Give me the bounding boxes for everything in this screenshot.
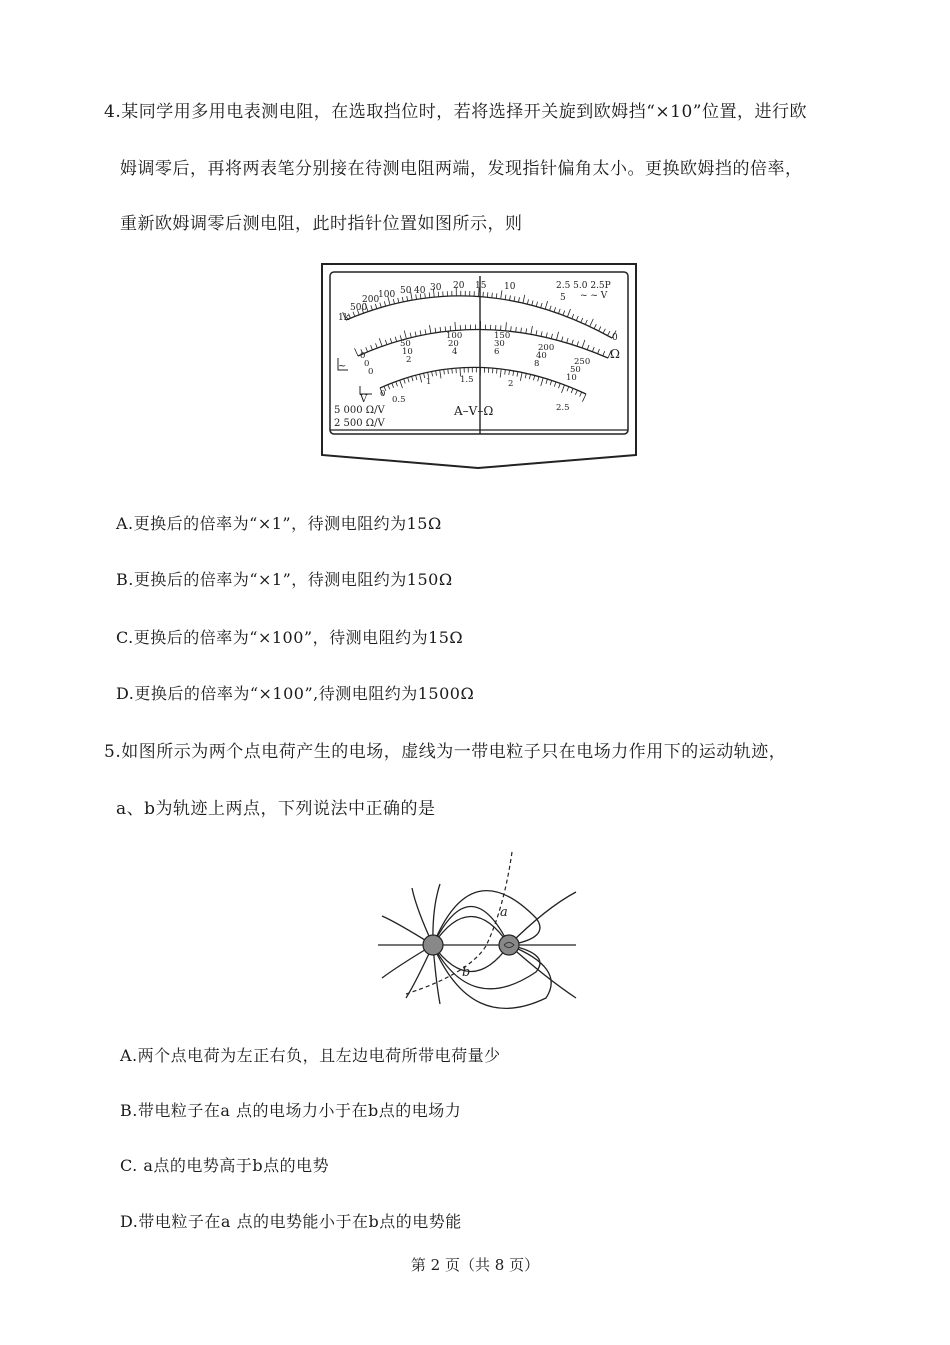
mid-scale-a-label: 200 [538,343,555,353]
mid-scale-a-label: 50 [400,339,411,349]
sensitivity-line-2: 2 500 Ω/V [334,418,385,429]
low-scale-label: 1.5 [460,375,474,385]
q5-stem-line-2: a、b为轨迹上两点，下列说法中正确的是 [116,799,436,819]
q4-stem-line-3: 重新欧姆调零后测电阻，此时指针位置如图所示，则 [120,214,523,234]
mid-scale-a-label: 0 [360,351,366,361]
mid-scale-c-label: 10 [566,373,577,383]
q4-stem-line-1: 4.某同学用多用电表测电阻，在选取挡位时，若将选择开关旋到欧姆挡“×10”位置，进行欧 [104,102,807,122]
mid-scale-b-label: 30 [494,339,505,349]
q4-option-d[interactable]: D.更换后的倍率为“×100”,待测电阻约为1500Ω [116,684,475,703]
left-charge [423,935,443,955]
top-scale-label: 200 [362,295,380,305]
electric-field-figure [376,848,588,1012]
left-mark-v: V [360,394,368,405]
top-scale-label: 15 [475,281,487,291]
top-scale-label: 100 [378,290,396,300]
q4-option-c[interactable]: C.更换后的倍率为“×100”，待测电阻约为15Ω [116,628,464,647]
left-mark-ac: ~ [338,361,347,372]
mid-scale-c-label: 6 [494,347,500,357]
top-right-five-label: 5 [560,293,566,303]
ohm-symbol: Ω [610,347,620,361]
scale-tick [511,326,512,331]
mid-scale-b-label: 0 [364,359,370,369]
top-scale-label: 50 [400,286,412,296]
top-scale-label: 20 [453,281,465,291]
multimeter-dial-figure [318,262,640,472]
low-scale-label: 0 [380,389,386,399]
mid-scale-b-label: 50 [570,365,581,375]
right-charge [499,935,519,955]
mid-scale-b-label: 10 [402,347,413,357]
low-scale-label: 2.5 [556,403,570,413]
meter-center-label: A–V–Ω [454,404,494,418]
scale-tick [497,369,498,374]
mid-scale-a-label: 250 [574,357,591,367]
sensitivity-line-1: 5 000 Ω/V [334,405,385,416]
top-scale-label: 30 [430,283,442,293]
point-b-label: b [462,965,471,980]
mid-scale-c-label: 0 [368,367,374,377]
mid-scale-c-label: 4 [452,347,458,357]
q4-option-b[interactable]: B.更换后的倍率为“×1”，待测电阻约为150Ω [116,570,453,589]
point-a-label: a [500,905,508,920]
q5-option-d[interactable]: D.带电粒子在a 点的电势能小于在b点的电势能 [120,1212,462,1231]
top-scale-label: 500 [350,303,368,313]
field-lines [378,884,576,1008]
scale-tick [429,293,430,298]
low-scale-label: 2 [508,379,514,389]
q5-stem-line-1: 5.如图所示为两个点电荷产生的电场，虚线为一带电粒子只在电场力作用下的运动轨迹， [104,742,787,762]
mid-scale-b-label: 20 [448,339,459,349]
mid-scale-c-label: 8 [534,359,540,369]
mid-scale-a-label: 100 [446,331,463,341]
mid-scale-a-label: 150 [494,331,511,341]
top-scale-label: 1k [338,313,350,323]
q5-option-a[interactable]: A.两个点电荷为左正右负，且左边电荷所带电荷量少 [120,1046,501,1065]
mid-scale-b-label: 40 [536,351,547,361]
ohm-zero-label: 0 [612,333,618,343]
page-footer: 第 2 页（共 8 页） [410,1256,540,1274]
mid-scale-c-label: 2 [406,355,412,365]
low-scale-label: 1 [426,377,432,387]
top-right-range-label: 2.5 5.0 2.5P [556,281,611,291]
q4-stem-line-2: 姆调零后，再将两表笔分别接在待测电阻两端，发现指针偏角太小。更换欧姆挡的倍率， [120,159,803,179]
top-right-sub-label: ~ ~ V [580,291,608,301]
q5-option-c[interactable]: C. a点的电势高于b点的电势 [120,1156,330,1175]
top-scale-label: 40 [414,286,426,296]
top-scale-label: 10 [504,282,516,292]
low-scale-label: 0.5 [392,395,406,405]
q4-option-a[interactable]: A.更换后的倍率为“×1”，待测电阻约为15Ω [116,514,442,533]
q5-option-b[interactable]: B.带电粒子在a 点的电场力小于在b点的电场力 [120,1101,462,1120]
